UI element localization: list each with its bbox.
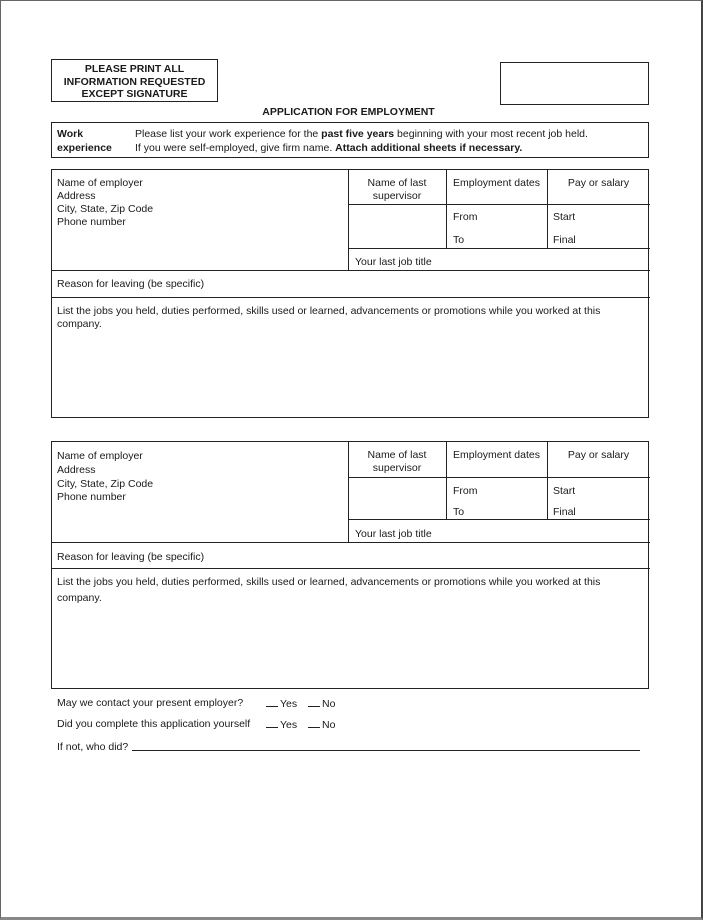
duties-instructions: company. <box>57 591 102 604</box>
duties-instructions: List the jobs you held, duties performed, skills used or learned, advancements or promotions while you worked at this <box>57 576 601 588</box>
final-pay-field[interactable]: Final <box>553 506 576 518</box>
form-title-wrap <box>0 106 703 118</box>
reason-leaving-field[interactable]: Reason for leaving (be specific) <box>57 278 205 290</box>
final-pay-field[interactable]: Final <box>553 234 576 246</box>
employer-info-field[interactable] <box>57 450 153 503</box>
address-label: Address <box>57 189 96 202</box>
checkbox-blank <box>266 718 278 728</box>
from-date-field[interactable]: From <box>453 211 478 223</box>
who-completed-question: If not, who did? <box>57 741 129 753</box>
city-state-zip-label: City, State, Zip Code <box>57 203 154 215</box>
address-label: Address <box>57 463 96 476</box>
yes-label: Yes <box>280 719 298 731</box>
reason-leaving-field[interactable]: Reason for leaving (be specific) <box>57 551 205 563</box>
checkbox-blank <box>266 697 278 707</box>
intro-heading-line: experience <box>57 142 112 154</box>
duties-field[interactable] <box>57 576 642 684</box>
employment-dates-header: Employment dates <box>453 177 540 189</box>
employer-block-1 <box>51 169 649 418</box>
supervisor-label: Name of last <box>367 177 427 189</box>
office-use-box <box>500 62 649 105</box>
completed-yes-option[interactable] <box>266 718 297 731</box>
intro-text: If you were self-employed, give firm name. <box>135 142 336 154</box>
intro-emphasis: past five years <box>321 128 395 140</box>
to-date-field[interactable]: To <box>453 506 465 518</box>
city-state-zip-label: City, State, Zip Code <box>57 478 154 490</box>
supervisor-header <box>348 449 446 474</box>
no-label: No <box>322 698 336 710</box>
intro-line-2 <box>135 141 588 155</box>
employment-dates-header: Employment dates <box>453 449 540 461</box>
checkbox-blank <box>308 718 320 728</box>
phone-label: Phone number <box>57 490 126 503</box>
who-completed-field[interactable] <box>132 750 640 751</box>
yes-label: Yes <box>280 698 298 710</box>
start-pay-field[interactable]: Start <box>553 211 576 223</box>
start-pay-field[interactable]: Start <box>553 485 576 497</box>
job-title-field[interactable]: Your last job title <box>355 528 432 540</box>
contact-employer-question: May we contact your present employer? <box>57 697 244 709</box>
supervisor-label: Name of last <box>367 449 427 461</box>
pay-salary-header: Pay or salary <box>567 177 630 189</box>
intro-text: Please list your work experience for the <box>135 128 322 140</box>
duties-field[interactable] <box>57 305 642 413</box>
checkbox-blank <box>308 697 320 707</box>
completed-self-question: Did you complete this application yourself <box>57 718 251 730</box>
job-title-field[interactable]: Your last job title <box>355 256 432 268</box>
print-notice-line: INFORMATION REQUESTED <box>63 75 206 88</box>
employer-info-field[interactable] <box>57 177 153 228</box>
supervisor-label: supervisor <box>372 189 422 202</box>
intro-heading-line: Work <box>57 128 84 140</box>
print-notice-line: EXCEPT SIGNATURE <box>81 88 188 100</box>
employer-label: Name of employer <box>57 177 143 189</box>
intro-line-1 <box>135 127 588 141</box>
contact-no-option[interactable] <box>308 697 335 710</box>
no-label: No <box>322 719 336 731</box>
intro-instructions <box>135 127 588 155</box>
pay-salary-header: Pay or salary <box>567 449 630 461</box>
employer-label: Name of employer <box>57 450 143 462</box>
employer-block-2 <box>51 441 649 689</box>
supervisor-field[interactable] <box>348 478 446 519</box>
contact-yes-option[interactable] <box>266 697 297 710</box>
from-date-field[interactable]: From <box>453 485 478 497</box>
supervisor-label: supervisor <box>372 461 422 474</box>
phone-label: Phone number <box>57 215 126 228</box>
intro-heading <box>57 127 112 155</box>
supervisor-header <box>348 177 446 202</box>
form-title: APPLICATION FOR EMPLOYMENT <box>262 106 435 118</box>
duties-instructions: company. <box>57 317 102 330</box>
work-experience-intro <box>51 122 649 158</box>
intro-text: beginning with your most recent job held. <box>394 128 588 140</box>
intro-emphasis: Attach additional sheets if necessary. <box>335 142 523 154</box>
print-notice-box <box>51 59 218 102</box>
completed-no-option[interactable] <box>308 718 335 731</box>
print-notice-line: PLEASE PRINT ALL <box>84 63 185 75</box>
to-date-field[interactable]: To <box>453 234 465 246</box>
supervisor-field[interactable] <box>348 205 446 248</box>
duties-instructions: List the jobs you held, duties performed, skills used or learned, advancements or promotions while you worked at this <box>57 305 601 317</box>
